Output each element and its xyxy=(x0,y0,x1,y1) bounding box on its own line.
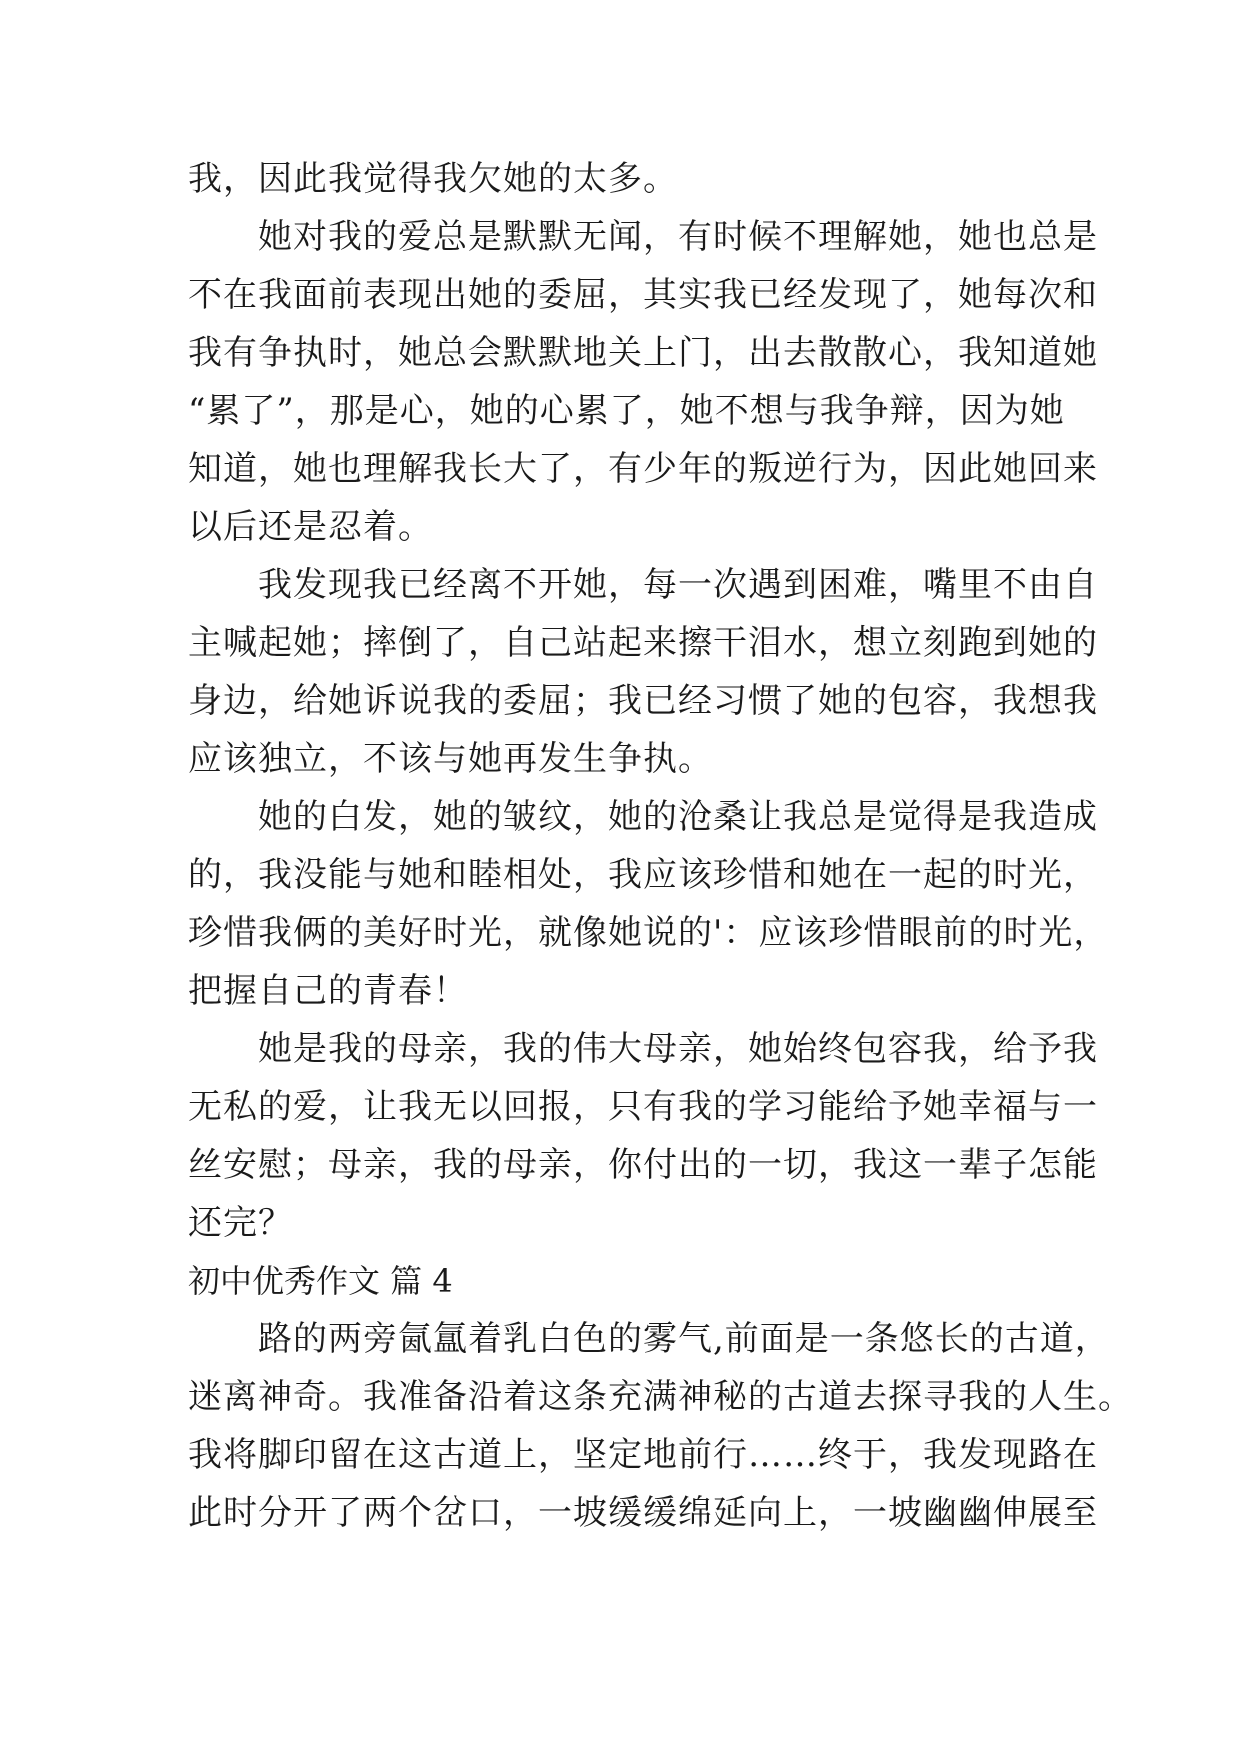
section-heading: 初中优秀作文 篇 4 xyxy=(188,1262,453,1300)
text-line: 她是我的母亲，我的伟大母亲，她始终包容我，给予我 xyxy=(188,1029,1098,1069)
text-line: 应该独立，不该与她再发生争执。 xyxy=(188,739,713,779)
text-line: 丝安慰；母亲，我的母亲，你付出的一切，我这一辈子怎能 xyxy=(188,1145,1098,1185)
text-line: 无私的爱，让我无以回报，只有我的学习能给予她幸福与一 xyxy=(188,1087,1098,1127)
text-line: 以后还是忍着。 xyxy=(188,507,433,547)
text-line: 把握自己的青春！ xyxy=(188,971,468,1011)
text-line: 身边，给她诉说我的委屈；我已经习惯了她的包容，我想我 xyxy=(188,681,1098,721)
text-line: 我有争执时，她总会默默地关上门，出去散散心，我知道她 xyxy=(188,333,1098,373)
text-line: 还完？ xyxy=(188,1203,293,1243)
text-line: 迷离神奇。我准备沿着这条充满神秘的古道去探寻我的人生。 xyxy=(188,1377,1133,1417)
text-line: 路的两旁氤氲着乳白色的雾气,前面是一条悠长的古道， xyxy=(188,1319,1110,1359)
text-line: 她的白发，她的皱纹，她的沧桑让我总是觉得是我造成 xyxy=(188,797,1098,837)
text-line: 此时分开了两个岔口，一坡缓缓绵延向上，一坡幽幽伸展至 xyxy=(188,1493,1098,1533)
text-line: 我，因此我觉得我欠她的太多。 xyxy=(188,159,678,199)
text-line: “累了”，那是心，她的心累了，她不想与我争辩，因为她 xyxy=(188,391,1065,431)
text-line: 珍惜我俩的美好时光，就像她说的'：应该珍惜眼前的时光， xyxy=(188,913,1109,953)
text-line: 的，我没能与她和睦相处，我应该珍惜和她在一起的时光， xyxy=(188,855,1098,895)
text-line: 知道，她也理解我长大了，有少年的叛逆行为，因此她回来 xyxy=(188,449,1098,489)
text-line: 主喊起她；摔倒了，自己站起来擦干泪水，想立刻跑到她的 xyxy=(188,623,1098,663)
document-page xyxy=(188,150,1133,1542)
text-line: 不在我面前表现出她的委屈，其实我已经发现了，她每次和 xyxy=(188,275,1098,315)
text-line: 她对我的爱总是默默无闻，有时候不理解她，她也总是 xyxy=(188,217,1098,257)
text-line: 我将脚印留在这古道上，坚定地前行……终于，我发现路在 xyxy=(188,1435,1098,1475)
text-line: 我发现我已经离不开她，每一次遇到困难，嘴里不由自 xyxy=(188,565,1098,605)
